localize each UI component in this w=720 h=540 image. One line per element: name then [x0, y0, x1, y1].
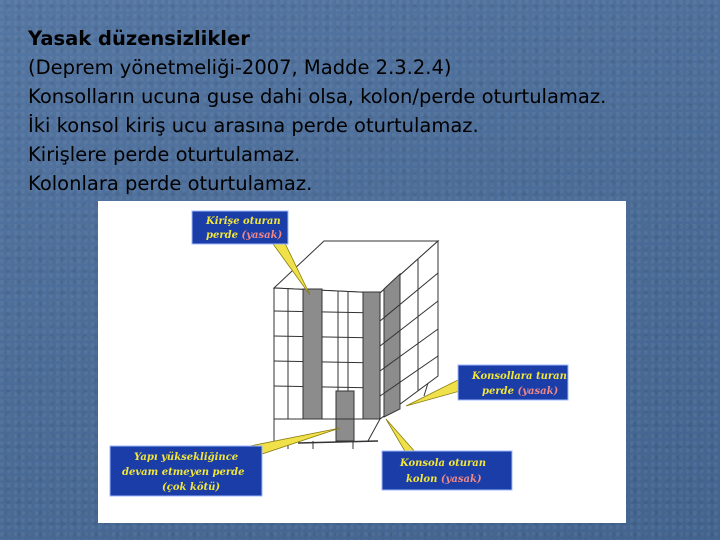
- arrow-discontinuous-wall: [250, 428, 340, 454]
- callout-column-on-cantilever: [382, 451, 512, 490]
- wall-on-cantilever: [363, 292, 380, 419]
- wall-on-beam: [303, 289, 322, 419]
- callout-discontinuous-wall-line3: (çok kötü): [162, 482, 221, 493]
- callout-wall-on-cantilever-status: (yasak): [517, 386, 559, 397]
- callout-wall-on-beam-line1: Kirişe oturan: [206, 216, 281, 227]
- callout-wall-on-cantilever: [458, 365, 568, 400]
- callout-wall-on-cantilever-line2: perde: [482, 386, 518, 397]
- wall-right-face: [384, 274, 400, 417]
- callout-wall-on-cantilever-line1: Konsollara turan: [472, 371, 567, 382]
- text-line-two-cantilever-rule: İki konsol kiriş ucu arasına perde oturtulamaz.: [28, 114, 479, 137]
- svg-text:kolon (yasak): [406, 474, 482, 485]
- callout-wall-on-beam-line2: perde: [206, 230, 242, 241]
- callout-column-on-cantilever-status: (yasak): [440, 474, 482, 485]
- discontinuous-wall: [336, 391, 354, 441]
- callout-column-on-cantilever-line2: kolon: [406, 474, 441, 485]
- slide-text: [28, 24, 708, 198]
- svg-text:perde (yasak): [206, 230, 283, 241]
- building-diagram-svg: [98, 201, 626, 523]
- svg-text:perde (yasak): [482, 386, 559, 397]
- callout-discontinuous-wall-line1: Yapı yüksekliğince: [134, 452, 239, 463]
- callout-wall-on-beam: [192, 211, 288, 244]
- arrow-column-on-cantilever: [386, 419, 416, 453]
- building-diagram: [98, 201, 626, 523]
- callout-column-on-cantilever-line1: Konsola oturan: [400, 458, 487, 469]
- text-line-beam-rule: Kirişlere perde oturtulamaz.: [28, 143, 301, 166]
- callout-discontinuous-wall-line2: devam etmeyen perde: [122, 467, 245, 478]
- text-line-regulation: (Deprem yönetmeliği-2007, Madde 2.3.2.4): [28, 56, 452, 79]
- callout-discontinuous-wall: [110, 446, 262, 496]
- callout-wall-on-beam-status: (yasak): [241, 230, 283, 241]
- text-line-cantilever-rule: Konsolların ucuna guse dahi olsa, kolon/perde oturtulamaz.: [28, 85, 607, 108]
- text-line-column-rule: Kolonlara perde oturtulamaz.: [28, 172, 313, 195]
- slide-title: Yasak düzensizlikler: [28, 27, 250, 50]
